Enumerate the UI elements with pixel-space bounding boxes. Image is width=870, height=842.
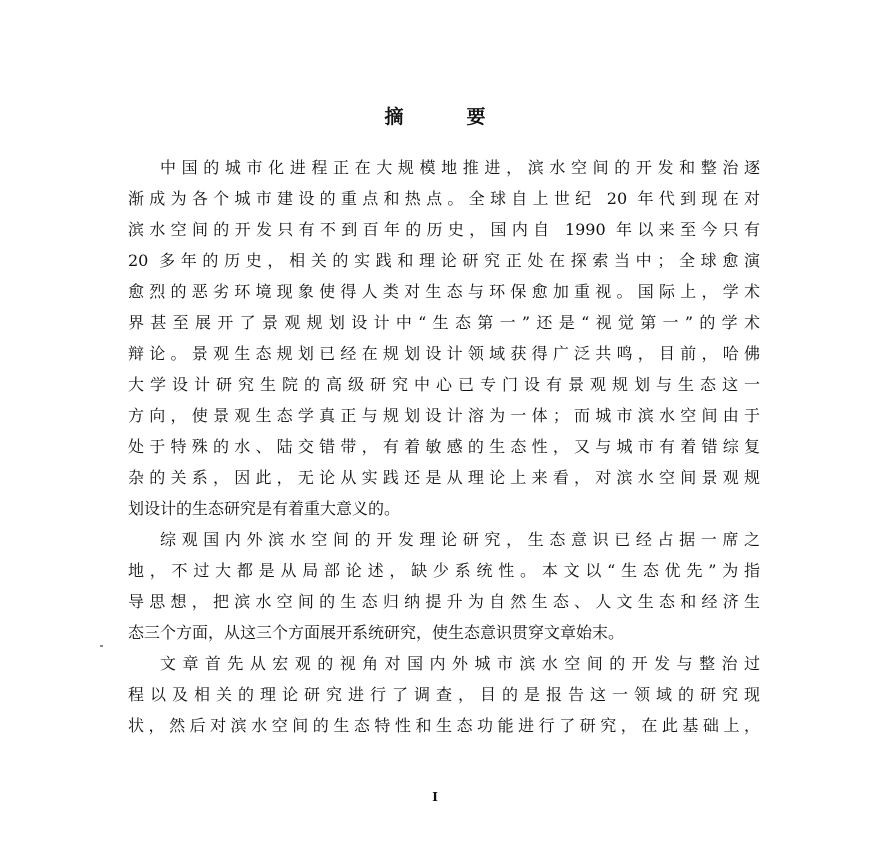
paragraph-1-line-4: 20 多年的历史，相关的实践和理论研究正处在探索当中；全球愈演 bbox=[128, 251, 760, 270]
abstract-title: 摘 要 bbox=[384, 106, 508, 128]
paragraph-2-line-2: 地，不过大都是从局部论述，缺少系统性。本文以“生态优先”为指 bbox=[128, 561, 760, 580]
page-number: I bbox=[432, 790, 438, 804]
paragraph-2-line-3: 导思想，把滨水空间的生态归纳提升为自然生态、人文生态和经济生 bbox=[128, 592, 760, 611]
paragraph-1-line-6: 界甚至展开了景观规划设计中“生态第一”还是“视觉第一”的学术 bbox=[128, 313, 760, 332]
abstract-body bbox=[128, 152, 760, 741]
scan-speck bbox=[100, 645, 103, 647]
paragraph-1-line-12: 划设计的生态研究是有着重大意义的。 bbox=[128, 499, 401, 518]
paragraph-1-line-11: 杂的关系，因此，无论从实践还是从理论上来看，对滨水空间景观规 bbox=[128, 468, 760, 487]
paragraph-1-line-3: 滨水空间的开发只有不到百年的历史，国内自 1990 年以来至今只有 bbox=[128, 220, 760, 239]
paragraph-1-line-9: 方向，使景观生态学真正与规划设计溶为一体；而城市滨水空间由于 bbox=[128, 406, 760, 425]
paragraph-2-line-4: 态三个方面，从这三个方面展开系统研究，使生态意识贯穿文章始末。 bbox=[128, 623, 625, 642]
paragraph-1-line-5: 愈烈的恶劣环境现象使得人类对生态与环保愈加重视。国际上，学术 bbox=[128, 282, 760, 301]
paragraph-1-line-2: 渐成为各个城市建设的重点和热点。全球自上世纪 20 年代到现在对 bbox=[128, 189, 760, 208]
paragraph-1-line-8: 大学设计研究生院的高级研究中心已专门设有景观规划与生态这一 bbox=[128, 375, 760, 394]
paragraph-1-line-1: 中国的城市化进程正在大规模地推进，滨水空间的开发和整治逐 bbox=[160, 158, 760, 177]
paragraph-3-line-2: 程以及相关的理论研究进行了调查，目的是报告这一领域的研究现 bbox=[128, 685, 760, 704]
paragraph-1-line-10: 处于特殊的水、陆交错带，有着敏感的生态性，又与城市有着错综复 bbox=[128, 437, 760, 456]
paragraph-3-line-3: 状，然后对滨水空间的生态特性和生态功能进行了研究，在此基础上， bbox=[128, 716, 760, 735]
paragraph-3-line-1: 文章首先从宏观的视角对国内外城市滨水空间的开发与整治过 bbox=[160, 654, 760, 673]
paragraph-1-line-7: 辩论。景观生态规划已经在规划设计领域获得广泛共鸣，目前，哈佛 bbox=[128, 344, 760, 363]
paragraph-2-line-1: 综观国内外滨水空间的开发理论研究，生态意识已经占据一席之 bbox=[160, 530, 760, 549]
